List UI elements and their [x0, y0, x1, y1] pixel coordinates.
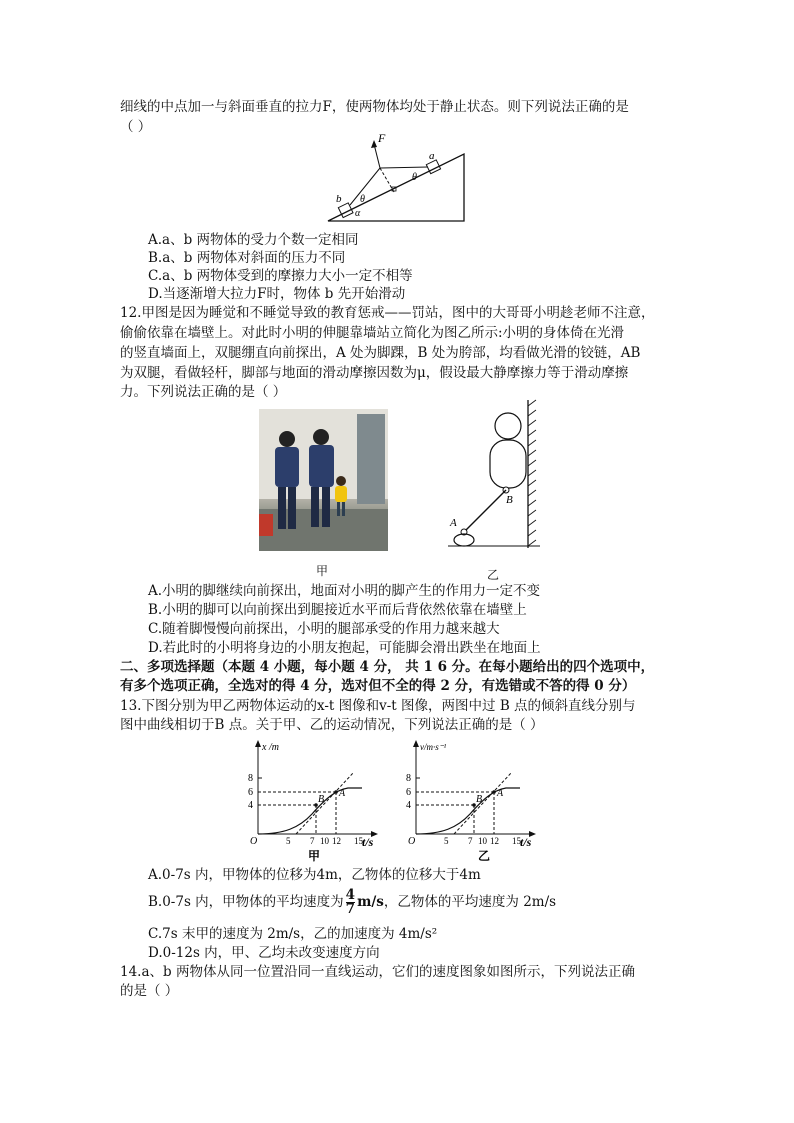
q11-option-b: B.a、b 两物体对斜面的压力不同 — [148, 250, 346, 266]
point-A: A — [497, 788, 504, 799]
q12-text-line5: 力。下列说法正确的是（ ） — [120, 384, 287, 400]
x-tick-10: 10 — [478, 836, 487, 846]
x-tick-5: 5 — [444, 836, 449, 846]
point-A: A — [339, 788, 346, 799]
fraction — [346, 889, 355, 916]
q13-option-d: D.0-12s 内，甲、乙均未改变速度方向 — [148, 945, 380, 961]
q12-option-a: A.小明的脚继续向前探出，地面对小明的脚产生的作用力一定不变 — [148, 583, 541, 599]
incline-figure — [322, 130, 472, 226]
q12-text-line2: 偷偷依靠在墙壁上。对此时小明的伸腿靠墙站立简化为图乙所示:小明的身体倚在光滑 — [120, 325, 625, 341]
label-a: a — [429, 150, 435, 162]
x-label: t/s — [520, 835, 532, 849]
x-tick-15: 15 — [512, 836, 521, 846]
fraction-denominator: 7 — [345, 901, 356, 917]
label-theta-left: θ — [360, 194, 365, 205]
x-label: t/s — [362, 835, 374, 849]
x-tick-15: 15 — [354, 836, 363, 846]
fraction-numerator: 4 — [345, 887, 356, 903]
wall-lean-figure — [440, 398, 550, 550]
graph-caption: 乙 — [478, 849, 491, 863]
section2-heading-line2: 有多个选项正确，全选对的得 4 分，选对但不全的得 2 分，有选错或不答的得 0 分） — [120, 678, 636, 694]
section2-heading-line1: 二、多项选择题（本题 4 小题，每小题 4 分， 共 1 6 分。在每小题给出的四个选项中， — [120, 659, 655, 675]
q11-option-c: C.a、b 两物体受到的摩擦力大小一定不相等 — [148, 268, 413, 284]
x-tick-O: O — [408, 836, 416, 847]
q11-text-line2: （ ） — [120, 119, 152, 135]
x-tick-7: 7 — [310, 836, 315, 846]
x-tick-10: 10 — [320, 836, 329, 846]
q14-text-line2: 的是（ ） — [120, 983, 179, 999]
x-tick-5: 5 — [286, 836, 291, 846]
y-label: v/m·s⁻¹ — [420, 742, 447, 752]
x-tick-12: 12 — [332, 836, 341, 846]
label-b: b — [336, 193, 342, 205]
q13-option-b-prefix: B.0-7s 内，甲物体的平均速度为 — [148, 894, 344, 910]
x-tick-7: 7 — [468, 836, 473, 846]
label-A: A — [450, 517, 457, 529]
q13-option-b-suffix: ，乙物体的平均速度为 2m/s — [383, 894, 557, 910]
y-tick-8: 8 — [248, 773, 253, 784]
q11-option-d: D.当逐渐增大拉力F时，物体 b 先开始滑动 — [148, 286, 406, 302]
q11-option-a: A.a、b 两物体的受力个数一定相同 — [148, 232, 359, 248]
q13-text-line2: 图中曲线相切于B 点。关于甲、乙的运动情况，下列说法正确的是（ ） — [120, 717, 544, 733]
point-B: B — [318, 794, 325, 805]
label-alpha: α — [355, 208, 361, 219]
q12-option-c: C.随着脚慢慢向前探出，小明的腿部承受的作用力越来越大 — [148, 621, 500, 637]
q11-text-line1: 细线的中点加一与斜面垂直的拉力F，使两物体均处于静止状态。则下列说法正确的是 — [120, 99, 629, 115]
q12-option-d: D.若此时的小明将身边的小朋友抱起，可能脚会滑出跌坐在地面上 — [148, 640, 541, 656]
fraction-unit: m/s — [357, 894, 384, 910]
q13-option-a: A.0-7s 内，甲物体的位移为4m，乙物体的位移大于4m — [148, 867, 481, 883]
q13-option-c: C.7s 末甲的速度为 2m/s，乙的加速度为 4m/s² — [148, 926, 438, 942]
q13-option-b — [148, 888, 556, 916]
x-tick-O: O — [250, 836, 258, 847]
photo-jia — [259, 409, 388, 551]
x-tick-12: 12 — [490, 836, 499, 846]
label-theta-right: θ — [412, 172, 417, 183]
y-tick-6: 6 — [248, 787, 253, 798]
graph-yi-vt — [402, 738, 542, 864]
caption-jia: 甲 — [316, 564, 329, 578]
label-B: B — [506, 494, 513, 506]
q12-text-line3: 的竖直墙面上，双腿绷直向前探出，A 处为脚踝，B 处为胯部，均看做光滑的铰链，AB — [120, 345, 641, 361]
label-F: F — [378, 131, 386, 145]
graph-jia-xt — [244, 738, 384, 864]
graph-caption: 甲 — [308, 849, 321, 863]
q14-text-line1: 14.a、b 两物体从同一位置沿同一直线运动，它们的速度图象如图所示，下列说法正确 — [120, 964, 635, 980]
y-label: x /m — [262, 742, 279, 753]
caption-yi: 乙 — [487, 568, 500, 582]
y-tick-6: 6 — [406, 787, 411, 798]
y-tick-4: 4 — [248, 800, 253, 811]
q12-text-line1: 12.甲图是因为睡觉和不睡觉导致的教育惩戒——罚站，图中的大哥哥小明趁老师不注意， — [120, 305, 655, 321]
q12-text-line4: 为双腿，看做轻杆，脚部与地面的滑动摩擦因数为μ，假设最大静摩擦力等于滑动摩擦 — [120, 365, 629, 381]
q12-option-b: B.小明的脚可以向前探出到腿接近水平而后背依然依靠在墙壁上 — [148, 602, 527, 618]
point-B: B — [476, 794, 483, 805]
y-tick-4: 4 — [406, 800, 411, 811]
y-tick-8: 8 — [406, 773, 411, 784]
q13-text-line1: 13.下图分别为甲乙两物体运动的x-t 图像和v-t 图像，两图中过 B 点的倾斜直线分别与 — [120, 698, 636, 714]
